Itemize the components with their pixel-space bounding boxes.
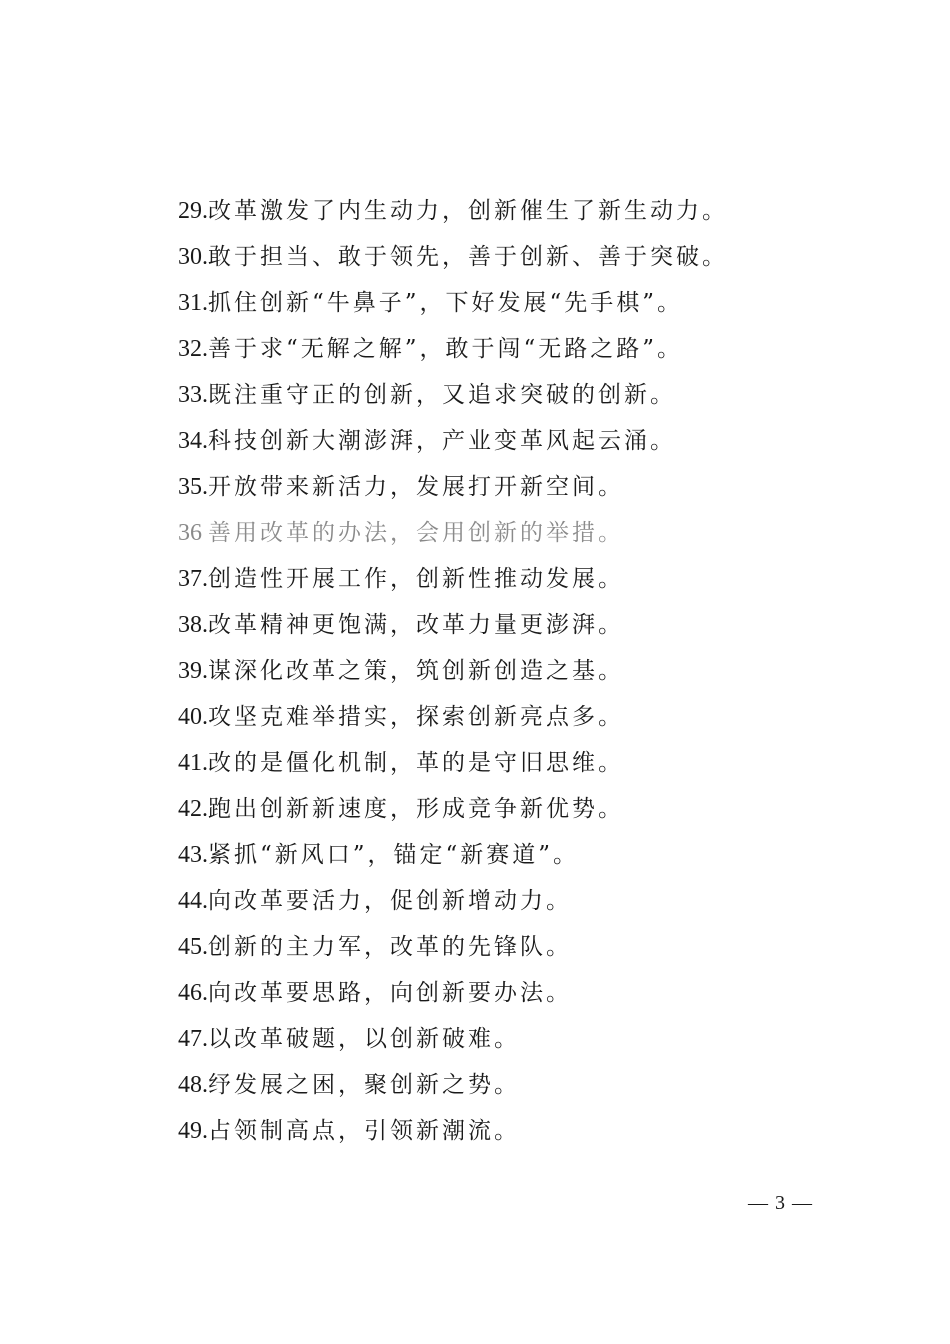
list-item bbox=[178, 510, 878, 556]
list-item bbox=[178, 1062, 878, 1108]
list-item bbox=[178, 786, 878, 832]
item-text: 紧抓“新风口”，锚定“新赛道”。 bbox=[208, 842, 580, 868]
list-item bbox=[178, 188, 878, 234]
list-item bbox=[178, 234, 878, 280]
item-number: 45. bbox=[178, 934, 208, 960]
item-text: 创新的主力军，改革的先锋队。 bbox=[208, 934, 572, 960]
list-item bbox=[178, 1108, 878, 1154]
list-item bbox=[178, 970, 878, 1016]
item-number: 33. bbox=[178, 382, 208, 408]
item-text: 谋深化改革之策，筑创新创造之基。 bbox=[208, 658, 624, 684]
item-text: 跑出创新新速度，形成竞争新优势。 bbox=[208, 796, 624, 822]
item-number: 38. bbox=[178, 612, 208, 638]
list-item bbox=[178, 1016, 878, 1062]
list-item bbox=[178, 326, 878, 372]
item-number: 39. bbox=[178, 658, 208, 684]
slogan-list bbox=[178, 188, 878, 1154]
item-text: 向改革要活力，促创新增动力。 bbox=[208, 888, 572, 914]
item-text: 善用改革的办法，会用创新的举措。 bbox=[208, 520, 624, 546]
item-number: 30. bbox=[178, 244, 208, 270]
item-number: 36 bbox=[178, 520, 208, 546]
list-item bbox=[178, 556, 878, 602]
item-number: 31. bbox=[178, 290, 208, 316]
item-number: 35. bbox=[178, 474, 208, 500]
list-item bbox=[178, 694, 878, 740]
item-text: 敢于担当、敢于领先，善于创新、善于突破。 bbox=[208, 244, 728, 270]
item-text: 抓住创新“牛鼻子”，下好发展“先手棋”。 bbox=[208, 290, 684, 316]
item-text: 向改革要思路，向创新要办法。 bbox=[208, 980, 572, 1006]
item-text: 以改革破题，以创新破难。 bbox=[208, 1026, 520, 1052]
list-item bbox=[178, 418, 878, 464]
item-text: 既注重守正的创新，又追求突破的创新。 bbox=[208, 382, 676, 408]
list-item bbox=[178, 280, 878, 326]
list-item bbox=[178, 878, 878, 924]
item-number: 34. bbox=[178, 428, 208, 454]
item-number: 43. bbox=[178, 842, 208, 868]
list-item bbox=[178, 372, 878, 418]
item-text: 善于求“无解之解”，敢于闯“无路之路”。 bbox=[208, 336, 684, 362]
list-item bbox=[178, 464, 878, 510]
item-number: 49. bbox=[178, 1118, 208, 1144]
item-number: 41. bbox=[178, 750, 208, 776]
item-number: 47. bbox=[178, 1026, 208, 1052]
item-number: 48. bbox=[178, 1072, 208, 1098]
item-text: 占领制高点，引领新潮流。 bbox=[208, 1118, 520, 1144]
item-number: 42. bbox=[178, 796, 208, 822]
item-number: 37. bbox=[178, 566, 208, 592]
item-text: 攻坚克难举措实，探索创新亮点多。 bbox=[208, 704, 624, 730]
item-text: 改的是僵化机制，革的是守旧思维。 bbox=[208, 750, 624, 776]
list-item bbox=[178, 832, 878, 878]
item-number: 44. bbox=[178, 888, 208, 914]
item-text: 科技创新大潮澎湃，产业变革风起云涌。 bbox=[208, 428, 676, 454]
item-text: 纾发展之困，聚创新之势。 bbox=[208, 1072, 520, 1098]
item-text: 改革激发了内生动力，创新催生了新生动力。 bbox=[208, 198, 728, 224]
list-item bbox=[178, 602, 878, 648]
list-item bbox=[178, 740, 878, 786]
item-text: 开放带来新活力，发展打开新空间。 bbox=[208, 474, 624, 500]
item-number: 46. bbox=[178, 980, 208, 1006]
page-number: — 3 — bbox=[748, 1192, 813, 1214]
list-item bbox=[178, 648, 878, 694]
item-number: 32. bbox=[178, 336, 208, 362]
item-text: 改革精神更饱满，改革力量更澎湃。 bbox=[208, 612, 624, 638]
item-text: 创造性开展工作，创新性推动发展。 bbox=[208, 566, 624, 592]
item-number: 40. bbox=[178, 704, 208, 730]
list-item bbox=[178, 924, 878, 970]
item-number: 29. bbox=[178, 198, 208, 224]
